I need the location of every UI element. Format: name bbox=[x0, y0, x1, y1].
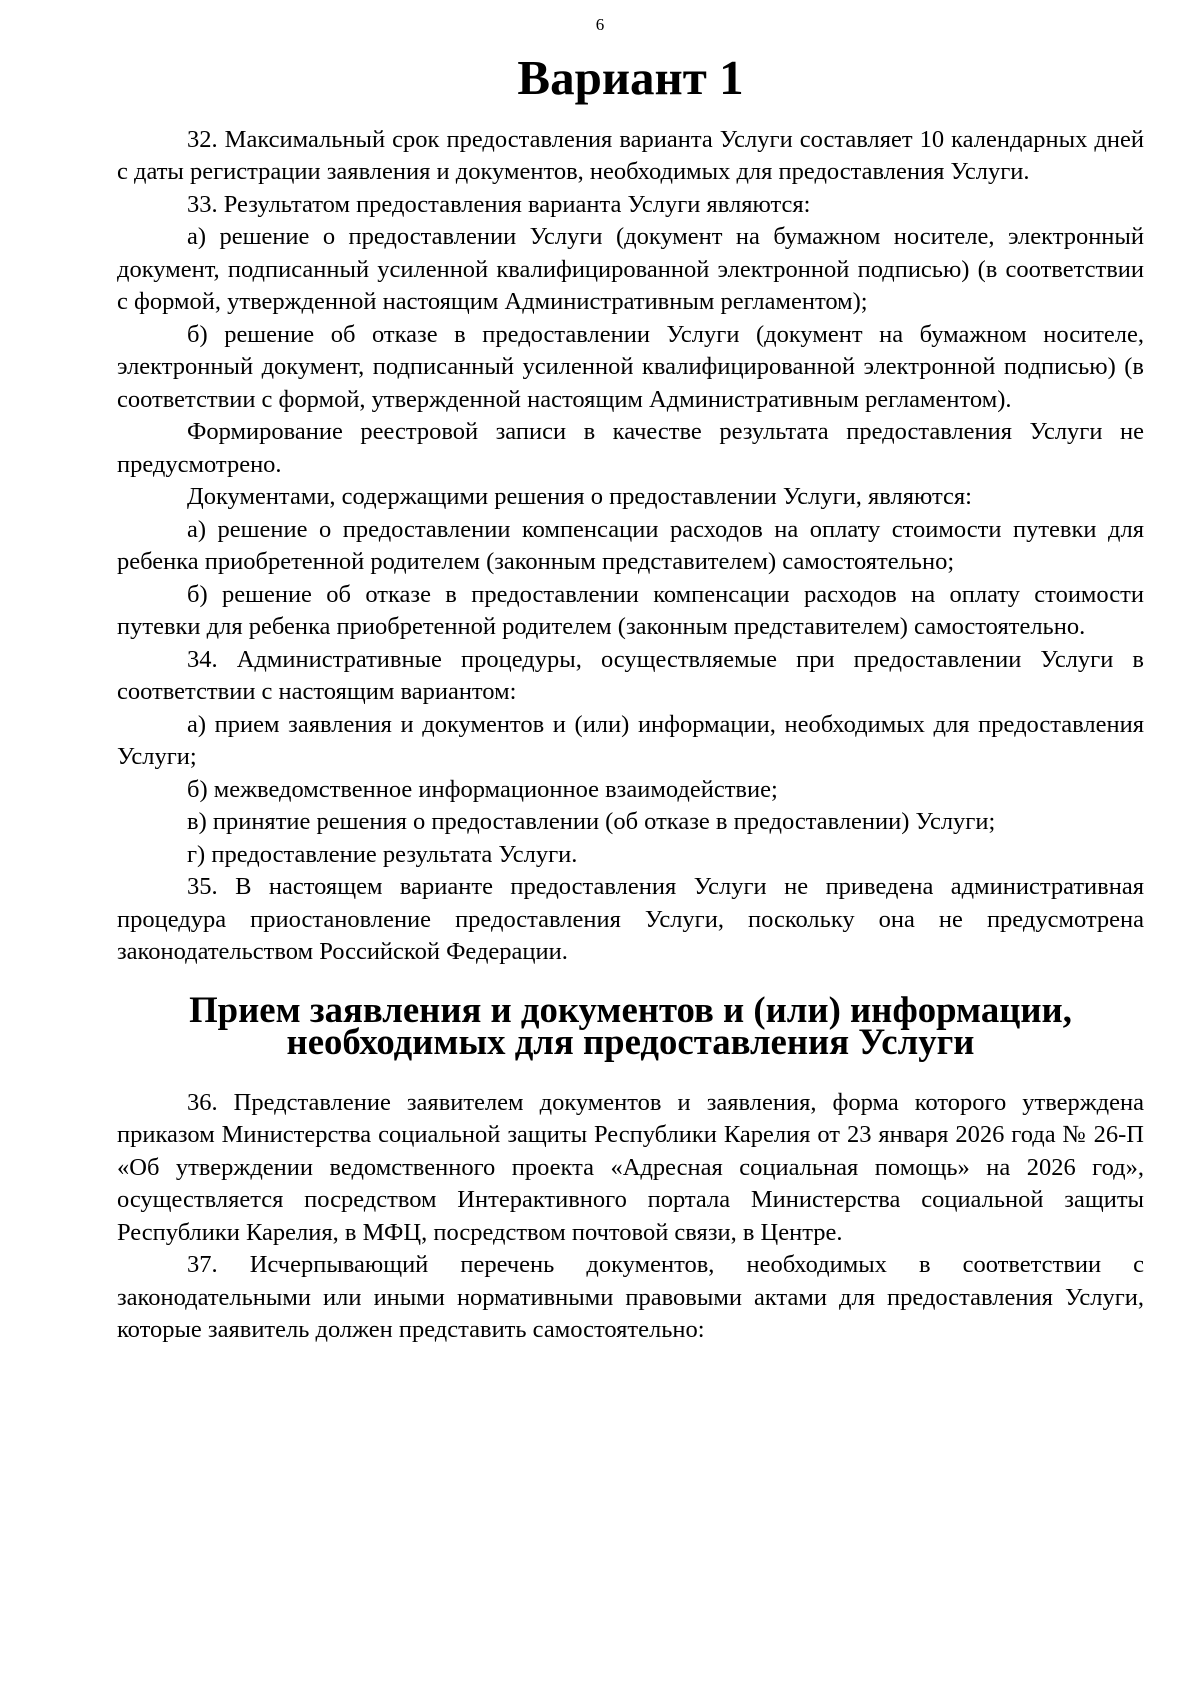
paragraph-33-b: б) решение об отказе в предоставлении Услуги (документ на бумажном носителе, электронный документ, подписанный усиленной квалифицированной электронной подписью) (в соответствии с формой, утвержденной настоящим Административным регламентом). bbox=[117, 320, 1144, 413]
paragraph-35: 35. В настоящем варианте предоставления Услуги не приведена административная процедура приостановление предоставления Услуги, поскольку она не предусмотрена законодательством Российской Федерации. bbox=[117, 873, 1144, 965]
paragraph-registry-record: Формирование реестровой записи в качестве результата предоставления Услуги не предусмотрено. bbox=[117, 418, 1144, 478]
paragraph-34-g: г) предоставление результата Услуги. bbox=[187, 840, 578, 868]
paragraph-33: 33. Результатом предоставления варианта Услуги являются: bbox=[187, 190, 811, 218]
section-reception bbox=[117, 1087, 1144, 1347]
paragraph-32: 32. Максимальный срок предоставления варианта Услуги составляет 10 календарных дней с даты регистрации заявления и документов, необходимых для предоставления Услуги. bbox=[117, 125, 1144, 185]
paragraph-34-a: а) прием заявления и документов и (или) информации, необходимых для предоставления Услуги; bbox=[117, 710, 1144, 770]
paragraph-34-v: в) принятие решения о предоставлении (об отказе в предоставлении) Услуги; bbox=[187, 808, 996, 835]
heading-variant: Вариант 1 bbox=[517, 50, 744, 105]
heading-reception: Прием заявления и документов и (или) информации, необходимых для предоставления Услуги bbox=[189, 988, 1072, 1062]
paragraph-decision-b: б) решение об отказе в предоставлении компенсации расходов на оплату стоимости путевки для ребенка приобретенной родителем (законным представителем) самостоятельно. bbox=[117, 580, 1144, 640]
paragraph-37: 37. Исчерпывающий перечень документов, необходимых в соответствии с законодательными или иными нормативными правовыми актами для предоставления Услуги, которые заявитель должен представить самостоятельно: bbox=[117, 1251, 1144, 1343]
paragraph-33-a: а) решение о предоставлении Услуги (документ на бумажном носителе, электронный документ, подписанный усиленной квалифицированной электронной подписью) (в соответствии с формой, утвержденной настоящим Административным регламентом); bbox=[117, 223, 1144, 315]
paragraph-36: 36. Представление заявителем документов и заявления, форма которого утверждена приказом Министерства социальной защиты Республики Карелия от 23 января 2026 года № 26-П «Об утверждении ведомственного проекта «Адресная социальная помощь» на 2026 год», осуществляется посредством Интерактивного портала Министерства социальной защиты Республики Карелия, в МФЦ, посредством почтовой связи, в Центре. bbox=[117, 1088, 1144, 1246]
section-variant-1 bbox=[117, 124, 1144, 969]
paragraph-decision-a: а) решение о предоставлении компенсации расходов на оплату стоимости путевки для ребенка приобретенной родителем (законным представителем) самостоятельно; bbox=[117, 515, 1144, 575]
paragraph-34: 34. Административные процедуры, осуществляемые при предоставлении Услуги в соответствии с настоящим вариантом: bbox=[117, 645, 1144, 705]
paragraph-decision-documents: Документами, содержащими решения о предоставлении Услуги, являются: bbox=[187, 483, 972, 510]
document-body bbox=[117, 50, 1144, 1347]
paragraph-34-b: б) межведомственное информационное взаимодействие; bbox=[187, 775, 778, 803]
page-number: 6 bbox=[595, 15, 605, 34]
